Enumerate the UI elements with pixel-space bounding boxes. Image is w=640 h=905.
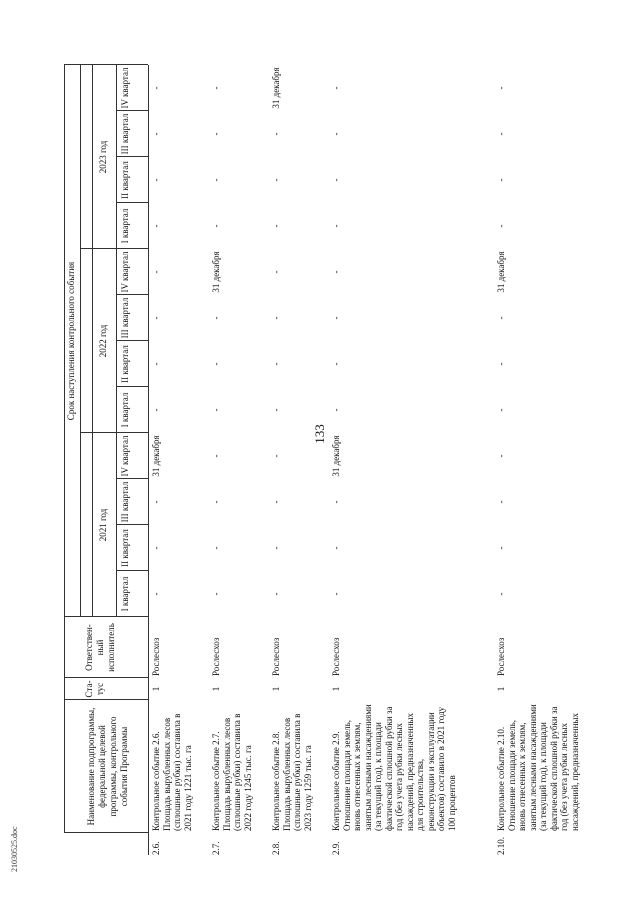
grid-line bbox=[64, 677, 148, 678]
row-status: 1 bbox=[331, 686, 341, 692]
cell-dash: - bbox=[151, 408, 161, 412]
cell-dash: - bbox=[271, 592, 281, 596]
header-executor: Ответствен- ный исполнитель bbox=[84, 623, 116, 672]
cell-dash: - bbox=[211, 546, 221, 550]
row-status: 1 bbox=[151, 686, 161, 692]
row-executor: Рослесхоз bbox=[331, 637, 341, 676]
header-status: Ста- тус bbox=[84, 680, 105, 698]
header-quarter: III квартал bbox=[120, 113, 130, 155]
header-quarter: II квартал bbox=[120, 529, 130, 567]
header-quarter: IV квартал bbox=[120, 435, 130, 477]
cell-dash: - bbox=[496, 546, 506, 550]
cell-dash: - bbox=[331, 270, 341, 274]
cell-dash: - bbox=[271, 454, 281, 458]
row-status: 1 bbox=[211, 686, 221, 692]
cell-dash: - bbox=[151, 316, 161, 320]
cell-date: 31 декабря bbox=[271, 67, 281, 109]
cell-dash: - bbox=[271, 362, 281, 366]
cell-dash: - bbox=[271, 178, 281, 182]
cell-dash: - bbox=[271, 270, 281, 274]
cell-dash: - bbox=[496, 362, 506, 366]
cell-dash: - bbox=[211, 362, 221, 366]
cell-dash: - bbox=[211, 454, 221, 458]
cell-date: 31 декабря bbox=[211, 251, 221, 293]
cell-dash: - bbox=[331, 546, 341, 550]
grid-line bbox=[116, 65, 117, 617]
grid-line bbox=[64, 832, 148, 833]
cell-dash: - bbox=[271, 500, 281, 504]
grid-line bbox=[64, 699, 148, 700]
cell-dash: - bbox=[496, 132, 506, 136]
header-year: 2022 год bbox=[98, 324, 108, 358]
cell-dash: - bbox=[496, 592, 506, 596]
cell-dash: - bbox=[151, 132, 161, 136]
cell-dash: - bbox=[151, 592, 161, 596]
cell-dash: - bbox=[211, 592, 221, 596]
cell-dash: - bbox=[271, 546, 281, 550]
control-events-table bbox=[64, 65, 624, 855]
cell-dash: - bbox=[271, 408, 281, 412]
row-name: Контрольное событие 2.8. Площадь вырубленных лесов (сплошные рубки) составила в 2023 году 1259 тыс. га bbox=[271, 713, 313, 831]
cell-dash: - bbox=[151, 178, 161, 182]
header-quarter: II квартал bbox=[120, 161, 130, 199]
cell-dash: - bbox=[271, 224, 281, 228]
cell-dash: - bbox=[211, 500, 221, 504]
grid-line bbox=[80, 65, 81, 617]
row-status: 1 bbox=[496, 686, 506, 692]
header-quarter: IV квартал bbox=[120, 251, 130, 293]
cell-dash: - bbox=[496, 316, 506, 320]
cell-dash: - bbox=[151, 546, 161, 550]
cell-dash: - bbox=[151, 224, 161, 228]
cell-dash: - bbox=[496, 454, 506, 458]
cell-date: 31 декабря bbox=[496, 251, 506, 293]
cell-dash: - bbox=[151, 362, 161, 366]
row-number: 2.10. bbox=[496, 837, 506, 855]
row-executor: Рослесхоз bbox=[211, 637, 221, 676]
page-number: 133 bbox=[312, 424, 327, 444]
cell-dash: - bbox=[331, 408, 341, 412]
cell-date: 31 декабря bbox=[151, 435, 161, 477]
cell-dash: - bbox=[211, 132, 221, 136]
header-quarter: IV квартал bbox=[120, 67, 130, 109]
cell-dash: - bbox=[271, 132, 281, 136]
cell-dash: - bbox=[331, 224, 341, 228]
cell-dash: - bbox=[271, 316, 281, 320]
header-quarter: III квартал bbox=[120, 481, 130, 523]
cell-dash: - bbox=[331, 362, 341, 366]
header-quarter: II квартал bbox=[120, 345, 130, 383]
cell-dash: - bbox=[151, 500, 161, 504]
cell-dash: - bbox=[211, 408, 221, 412]
cell-dash: - bbox=[211, 316, 221, 320]
header-quarter: III квартал bbox=[120, 297, 130, 339]
cell-dash: - bbox=[331, 500, 341, 504]
cell-dash: - bbox=[331, 132, 341, 136]
header-name: Наименование подпрограммы, федеральной целевой программы, контрольного события Программы bbox=[86, 707, 129, 826]
cell-dash: - bbox=[151, 86, 161, 90]
cell-dash: - bbox=[331, 86, 341, 90]
cell-dash: - bbox=[496, 178, 506, 182]
row-number: 2.6. bbox=[151, 841, 161, 855]
cell-dash: - bbox=[211, 178, 221, 182]
cell-dash: - bbox=[331, 592, 341, 596]
cell-dash: - bbox=[331, 316, 341, 320]
header-year: 2023 год bbox=[98, 140, 108, 174]
row-name: Контрольное событие 2.6. Площадь вырубленных лесов (сплошные рубки) составила в 2021 году 1221 тыс. га bbox=[151, 713, 193, 831]
header-quarter: I квартал bbox=[120, 208, 130, 244]
header-deadline: Срок наступления контрольного события bbox=[66, 261, 76, 421]
cell-dash: - bbox=[496, 86, 506, 90]
header-quarter: I квартал bbox=[120, 576, 130, 612]
row-name: Контрольное событие 2.7. Площадь вырубленных лесов (сплошные рубки) составила в 2022 году 1245 тыс. га bbox=[211, 713, 253, 831]
grid-line bbox=[92, 65, 93, 617]
cell-dash: - bbox=[211, 224, 221, 228]
row-name: Контрольное событие 2.10. Отношение площади земель, вновь отнесенных к землям, занятым лесными насаждениями (за текущий год), к площади фактической сплошной рубки за год (без учета рубки лесных насаждений, предназначенных bbox=[496, 704, 580, 831]
cell-dash: - bbox=[211, 86, 221, 90]
row-name: Контрольное событие 2.9. Отношение площади земель, вновь отнесенных к землям, занятым лесными насаждениями (за текущий год), к площади фактической сплошной рубки за год (без учета рубки лесных насаждений, предназначенных для строительства, реконструкции и эксплуатации объектов) составило в 2021 году 100 процентов bbox=[331, 704, 457, 831]
row-executor: Рослесхоз bbox=[151, 637, 161, 676]
header-year: 2021 год bbox=[98, 508, 108, 542]
row-number: 2.9. bbox=[331, 841, 341, 855]
cell-dash: - bbox=[151, 270, 161, 274]
row-executor: Рослесхоз bbox=[496, 637, 506, 676]
cell-dash: - bbox=[496, 224, 506, 228]
row-status: 1 bbox=[271, 686, 281, 692]
row-executor: Рослесхоз bbox=[271, 637, 281, 676]
row-number: 2.8. bbox=[271, 841, 281, 855]
cell-date: 31 декабря bbox=[331, 435, 341, 477]
grid-line bbox=[64, 65, 65, 833]
cell-dash: - bbox=[496, 500, 506, 504]
row-number: 2.7. bbox=[211, 841, 221, 855]
cell-dash: - bbox=[331, 178, 341, 182]
header-quarter: I квартал bbox=[120, 392, 130, 428]
cell-dash: - bbox=[496, 408, 506, 412]
